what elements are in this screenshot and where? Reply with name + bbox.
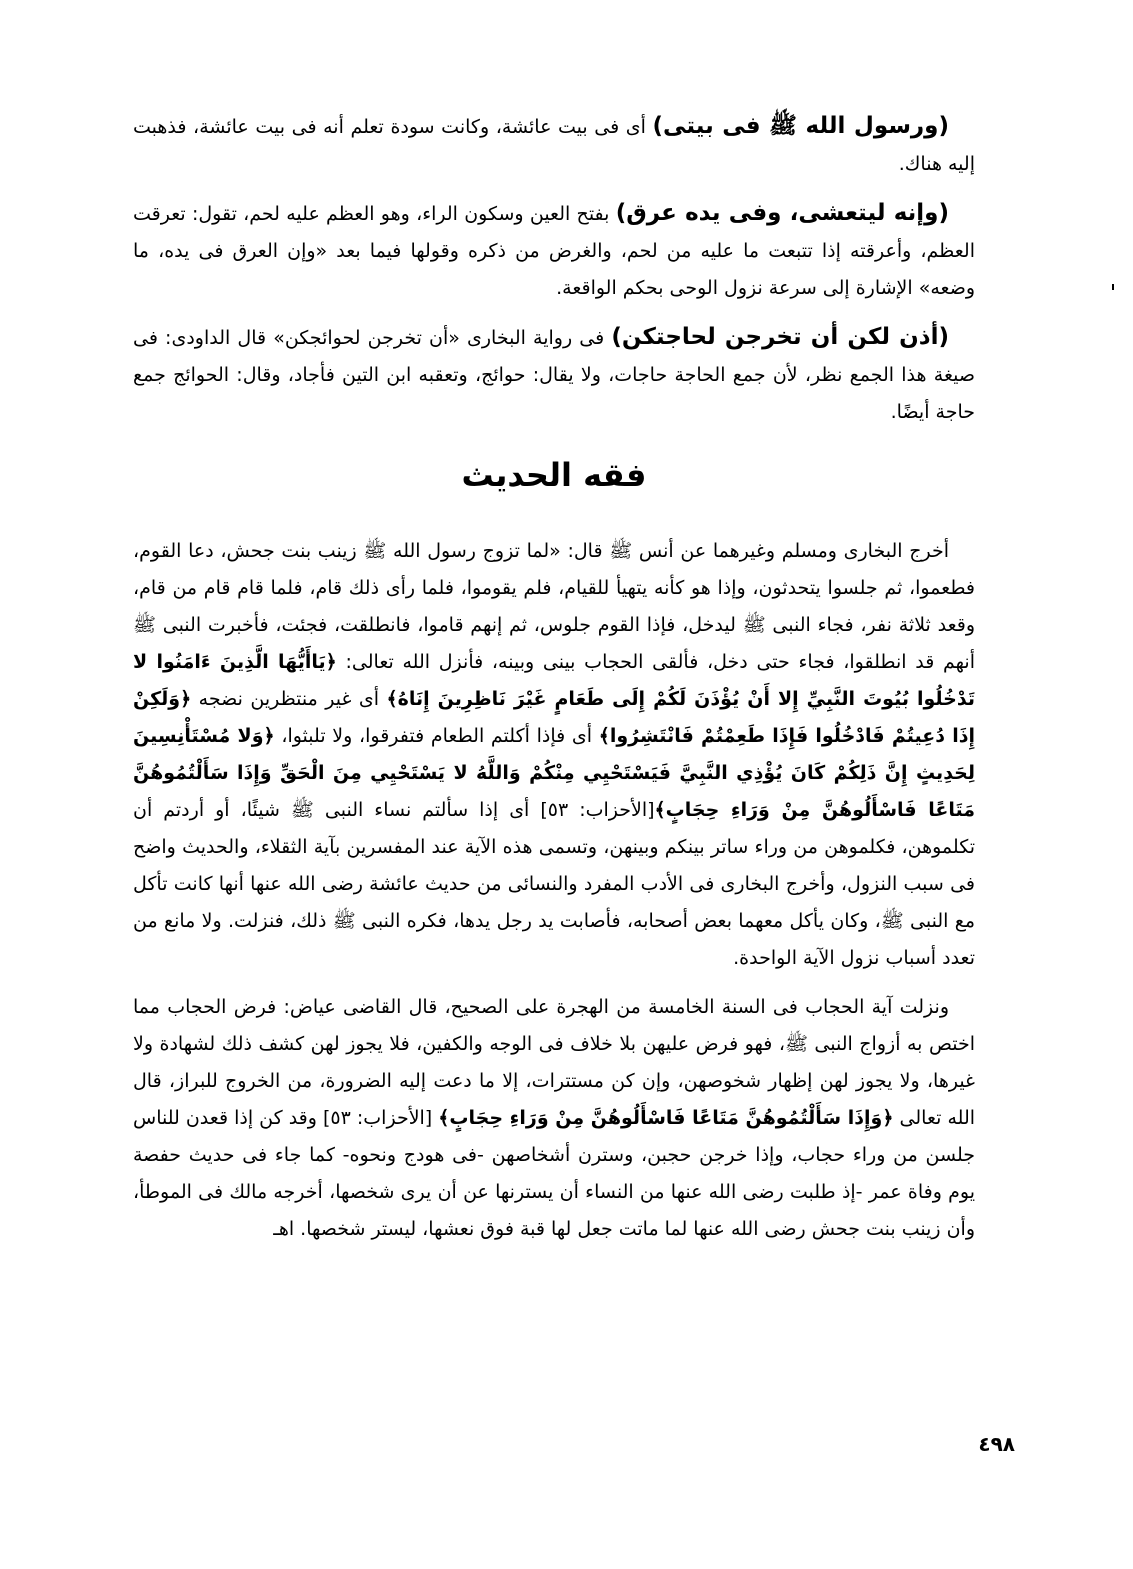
quran-verse: ﴿يَاأَيُّهَا الَّذِينَ ءَامَنُوا لا تَدْخُلُوا بُيُوتَ النَّبِيِّ إِلا أَنْ يُؤْذَنَ لَكُمْ إِلَى طَعَامٍ غَيْرَ نَاظِرِينَ إِنَاهُ﴾ bbox=[133, 651, 975, 710]
body-text: أخرج البخارى ومسلم وغيرهما عن أنس ﷺ قال: «لما تزوج رسول الله ﷺ زينب بنت جحش، دعا القوم، فطعموا، ثم جلسوا يتحدثون، وإذا هو كأنه يتهيأ للقيام، فلم يقوموا، فلما رأى ذلك قام، فلما قام قام من قام، وقعد ثلاثة نفر، فجاء النبى ﷺ ليدخل، فإذا القوم جلوس، ثم إنهم قاموا، فانطلقت، فجئت، فأخبرت النبى ﷺ أنهم قد انطلقوا، فجاء حتى دخل، فألقى الحجاب بينى وبينه، فأنزل الله تعالى: bbox=[133, 540, 975, 673]
book-page bbox=[133, 108, 975, 1260]
quran-verse: ﴿وَلَكِنْ إِذَا دُعِيتُمْ فَادْخُلُوا فَإِذَا طَعِمْتُمْ فَانْتَشِرُوا﴾ bbox=[133, 688, 976, 747]
body-text: ونزلت آية الحجاب فى السنة الخامسة من الهجرة على الصحيح، قال القاضى عياض: فرض الحجاب مما اختص به أزواج النبى ﷺ، فهو فرض عليهن بلا خلاف فى الوجه والكفين، فلا يجوز لهن كشف ذلك لشهادة ولا غيرها، ولا يجوز لهن إظهار شخوصهن، وإن كن مستترات، إلا ما دعت إليه الضرورة، من الخروج للبراز، قال الله تعالى bbox=[133, 996, 976, 1129]
commentary-lemma: (ورسول الله ﷺ فى بيتى) bbox=[652, 113, 949, 139]
section-heading: فقه الحديث bbox=[461, 456, 647, 494]
body-paragraph-2 bbox=[133, 989, 975, 1248]
commentary-lemma: (أذن لكن أن تخرجن لحاجتكن) bbox=[611, 324, 949, 350]
body-text: أى غير منتظرين نضجه bbox=[191, 688, 387, 710]
page-number: ٤٩٨ bbox=[978, 1432, 1015, 1456]
commentary-text: أى فى بيت عائشة، وكانت سودة تعلم أنه فى بيت عائشة، فذهبت إليه هناك. bbox=[133, 116, 975, 175]
commentary-paragraph-2 bbox=[133, 195, 975, 307]
commentary-lemma: (وإنه ليتعشى، وفى يده عرق) bbox=[615, 200, 949, 226]
body-text: [الأحزاب: ٥٣] وقد كن إذا قعدن للناس جلسن من وراء حجاب، وإذا خرجن حجبن، وسترن أشخاصهن -فى هودج ونحوه- كما جاء فى حديث حفصة يوم وفاة عمر -إذ طلبت رضى الله عنها من النساء أن يسترنها عن أن يرى شخصها، أخرجه مالك فى الموطأ، وأن زينب بنت جحش رضى الله عنها لما ماتت جعل لها قبة فوق نعشها، ليستر شخصها. اهـ bbox=[133, 1107, 975, 1240]
commentary-text: فى رواية البخارى «أن تخرجن لحوائجكن» قال الداودى: فى صيغة هذا الجمع نظر، لأن جمع الحاجة حاجات، ولا يقال: حوائج، وتعقبه ابن التين فأجاد، وقال: الحوائج جمع حاجة أيضًا. bbox=[133, 327, 975, 423]
commentary-paragraph-3 bbox=[133, 319, 975, 431]
scan-artifact-mark bbox=[1112, 284, 1114, 290]
body-text: أى فإذا أكلتم الطعام فتفرقوا، ولا تلبثوا، bbox=[274, 725, 599, 747]
quran-verse: ﴿وَإِذَا سَأَلْتُمُوهُنَّ مَتَاعًا فَاسْأَلُوهُنَّ مِنْ وَرَاءِ حِجَابٍ﴾ bbox=[438, 1107, 894, 1129]
commentary-text: بفتح العين وسكون الراء، وهو العظم عليه لحم، تقول: تعرقت العظم، وأعرقته إذا تتبعت ما عليه من لحم، والغرض من ذكره وقولها فيما بعد «وإن العرق فى يده، ما وضعه» الإشارة إلى سرعة نزول الوحى بحكم الواقعة. bbox=[133, 203, 975, 299]
body-paragraph-1 bbox=[133, 533, 975, 977]
commentary-paragraph-1 bbox=[133, 108, 975, 183]
quran-verse: ﴿وَلا مُسْتَأْنِسِينَ لِحَدِيثٍ إِنَّ ذَلِكُمْ كَانَ يُؤْذِي النَّبِيَّ فَيَسْتَحْيِي مِنْكُمْ وَاللَّهُ لا يَسْتَحْيِي مِنَ الْحَقِّ وَإِذَا سَأَلْتُمُوهُنَّ مَتَاعًا فَاسْأَلُوهُنَّ مِنْ وَرَاءِ حِجَابٍ﴾ bbox=[133, 725, 975, 821]
body-text: [الأحزاب: ٥٣] أى إذا سألتم نساء النبى ﷺ شيئًا، أو أردتم أن تكلموهن، فكلموهن من وراء ساتر بينكم وبينهن، وتسمى هذه الآية عند المفسرين بآية الثقلاء، والحديث واضح فى سبب النزول، وأخرج البخارى فى الأدب المفرد والنسائى من حديث عائشة رضى الله عنها أنها كانت تأكل مع النبى ﷺ، وكان يأكل معهما بعض أصحابه، فأصابت يد رجل يدها، فكره النبى ﷺ ذلك، فنزلت. ولا مانع من تعدد أسباب نزول الآية الواحدة. bbox=[133, 799, 975, 969]
